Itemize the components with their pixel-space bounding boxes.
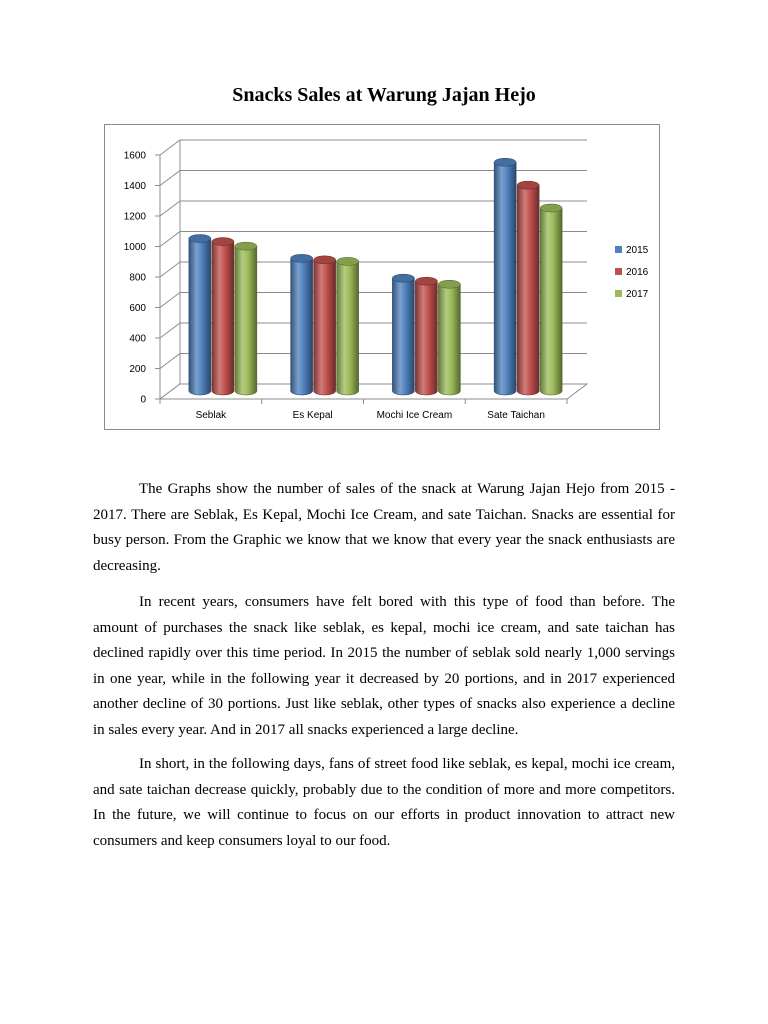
bar-2017-mochi-ice-cream xyxy=(438,280,460,395)
bar-2017-seblak xyxy=(235,242,257,395)
bar-2016-mochi-ice-cream xyxy=(415,277,437,395)
y-tick-label: 200 xyxy=(129,364,146,375)
bar-2017-es-kepal xyxy=(337,257,359,395)
y-tick-label: 1200 xyxy=(123,211,146,223)
bar-2016-es-kepal xyxy=(314,256,336,395)
bar-2017-sate-taichan xyxy=(540,204,562,395)
legend-label-2015: 2015 xyxy=(626,245,649,256)
legend-swatch-2016 xyxy=(615,268,622,275)
bar-2016-seblak xyxy=(212,238,234,395)
paragraph-2: In recent years, consumers have felt bored with this type of food than before. The amount of purchases the snack like seblak, es kepal, mochi ice cream, and sate taichan has declined rapidly over this time period. In 2015 the number of seblak sold nearly 1,000 servings in one year, while in the following year it decreased by 20 portions, and in 2017 experienced another decline of 30 portions. Just like seblak, other types of snacks also experience a decline in sales every year. And in 2017 all snacks experienced a large decline. xyxy=(93,594,675,738)
bar-chart xyxy=(105,125,661,431)
y-tick-label: 1000 xyxy=(123,242,146,253)
x-tick-label: Es Kepal xyxy=(292,410,333,421)
paragraph-3: In short, in the following days, fans of street food like seblak, es kepal, mochi ice cream, and sate taichan decrease quickly, probably due to the condition of more and more competitors. In the future, we will continue to focus on our efforts in product innovation to attract new consumers and keep consumers loyal to our food. xyxy=(93,756,675,849)
y-tick-label: 400 xyxy=(129,333,146,345)
y-tick-label: 600 xyxy=(129,303,146,314)
bar-2015-sate-taichan xyxy=(494,158,516,395)
y-tick-label: 0 xyxy=(140,394,146,406)
legend-swatch-2017 xyxy=(615,290,622,297)
chart-area xyxy=(104,124,660,430)
legend-swatch-2015 xyxy=(615,246,622,253)
bar-2015-mochi-ice-cream xyxy=(392,274,414,395)
x-tick-label: Sate Taichan xyxy=(487,410,545,421)
bar-2015-seblak xyxy=(189,235,211,396)
y-tick-label: 1400 xyxy=(123,181,146,192)
x-tick-label: Mochi Ice Cream xyxy=(376,410,453,421)
legend-label-2016: 2016 xyxy=(626,267,649,278)
x-tick-label: Seblak xyxy=(195,410,227,421)
y-tick-label: 800 xyxy=(129,272,146,284)
y-tick-label: 1600 xyxy=(123,150,146,162)
page-title: Snacks Sales at Warung Jajan Hejo xyxy=(232,84,536,106)
paragraph-1: The Graphs show the number of sales of the snack at Warung Jajan Hejo from 2015 - 2017. There are Seblak, Es Kepal, Mochi Ice Cream, and sate Taichan. Snacks are essential for busy person. From the Graphic we know that we know that every year the snack enthusiasts are decreasing. xyxy=(93,481,675,574)
legend-label-2017: 2017 xyxy=(626,289,649,300)
bar-2016-sate-taichan xyxy=(517,181,539,395)
bar-2015-es-kepal xyxy=(291,254,313,395)
